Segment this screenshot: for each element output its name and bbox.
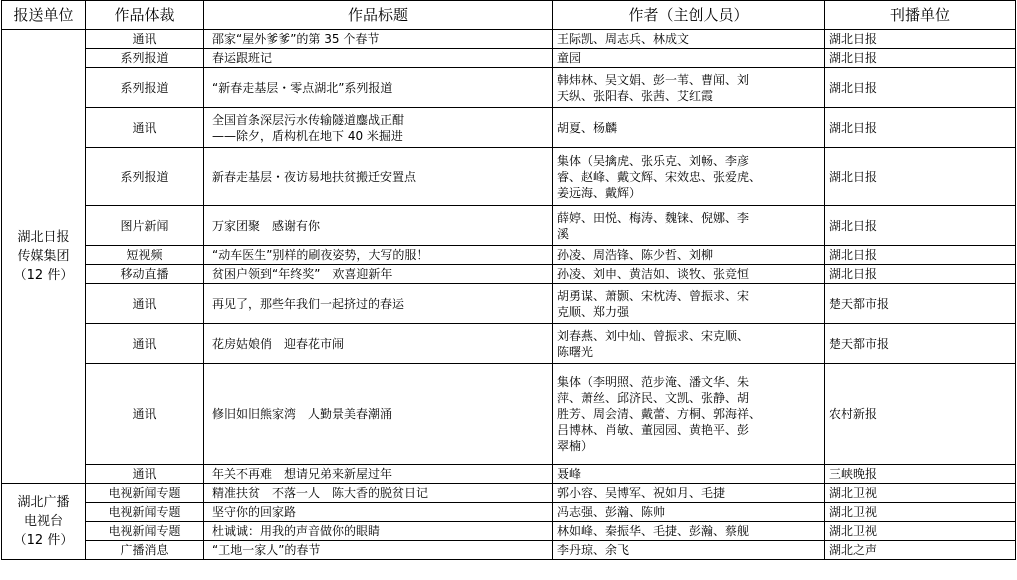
cell-genre: 通讯 <box>86 108 204 148</box>
cell-publisher: 湖北日报 <box>825 68 1016 108</box>
title-line: 万家团聚 感谢有你 <box>212 218 321 233</box>
unit-line: 电视台 <box>23 514 63 529</box>
header-unit: 报送单位 <box>2 1 86 30</box>
author-line: 陈曙光 <box>557 344 594 359</box>
cell-title <box>204 108 553 148</box>
author-line: 克顺、郑力强 <box>557 304 630 319</box>
title-line: 杜诚诚：用我的声音做你的眼睛 <box>212 524 381 538</box>
author-line: 萍、萧丝、邱济民、文凯、张静、胡 <box>557 391 750 405</box>
table-row <box>2 246 1016 265</box>
cell-title <box>204 522 553 541</box>
author-line: 王际凯、周志兵、林成文 <box>557 32 690 46</box>
cell-publisher: 湖北卫视 <box>825 503 1016 522</box>
cell-author <box>553 206 825 246</box>
cell-author <box>553 541 825 560</box>
cell-title <box>204 503 553 522</box>
cell-genre: 图片新闻 <box>86 206 204 246</box>
cell-publisher: 湖北日报 <box>825 265 1016 284</box>
cell-genre: 电视新闻专题 <box>86 522 204 541</box>
cell-publisher: 湖北日报 <box>825 148 1016 206</box>
header-genre: 作品体裁 <box>86 1 204 30</box>
author-line: 集体（李明照、范步淹、潘文华、朱 <box>557 375 750 389</box>
author-line: 聂峰 <box>557 467 582 481</box>
cell-publisher: 楚天都市报 <box>825 284 1016 324</box>
table-row <box>2 284 1016 324</box>
cell-genre: 系列报道 <box>86 68 204 108</box>
cell-genre: 电视新闻专题 <box>86 484 204 503</box>
table-row <box>2 522 1016 541</box>
author-line: 童园 <box>557 51 582 65</box>
cell-title <box>204 68 553 108</box>
cell-author <box>553 246 825 265</box>
title-line: 再见了，那些年我们一起挤过的春运 <box>212 296 405 311</box>
cell-genre: 通讯 <box>86 30 204 49</box>
cell-publisher: 湖北日报 <box>825 246 1016 265</box>
table-row <box>2 148 1016 206</box>
cell-genre: 系列报道 <box>86 148 204 206</box>
cell-author <box>553 364 825 465</box>
works-table <box>1 0 1016 560</box>
title-line: 贫困户领到“年终奖” 欢喜迎新年 <box>212 267 393 281</box>
author-line: 胡勇谋、萧颢、宋枕涛、曾振求、宋 <box>557 288 750 303</box>
cell-author <box>553 265 825 284</box>
cell-publisher: 楚天都市报 <box>825 324 1016 364</box>
title-line: 全国首条深层污水传输隧道鏖战正酣 <box>212 112 405 127</box>
cell-author <box>553 484 825 503</box>
title-line: ——除夕，盾构机在地下 40 米掘进 <box>212 128 403 143</box>
cell-genre: 广播消息 <box>86 541 204 560</box>
cell-publisher: 湖北卫视 <box>825 522 1016 541</box>
cell-publisher: 三峡晚报 <box>825 465 1016 484</box>
cell-title <box>204 206 553 246</box>
author-line: 郭小容、吴博军、祝如月、毛捷 <box>557 486 726 500</box>
author-line: 刘春燕、刘中灿、曾振求、宋克顺、 <box>557 328 750 343</box>
table-row <box>2 503 1016 522</box>
unit-line: 湖北广播 <box>17 495 70 510</box>
cell-title <box>204 49 553 68</box>
cell-title <box>204 484 553 503</box>
cell-title <box>204 246 553 265</box>
author-line: 姜远海、戴辉） <box>557 185 642 200</box>
cell-author <box>553 465 825 484</box>
title-line: 精准扶贫 不落一人 陈大香的脱贫日记 <box>212 486 429 500</box>
cell-author <box>553 108 825 148</box>
cell-publisher: 农村新报 <box>825 364 1016 465</box>
title-line: 新春走基层・夜访易地扶贫搬迁安置点 <box>212 169 417 184</box>
title-line: “新春走基层・零点湖北”系列报道 <box>212 80 393 95</box>
unit-line: 湖北日报 <box>17 230 70 245</box>
cell-author <box>553 522 825 541</box>
author-line: 天纵、张阳春、张茜、艾红霞 <box>557 88 714 103</box>
cell-author <box>553 324 825 364</box>
title-line: 邵家“屋外爹爹”的第 35 个春节 <box>212 32 380 46</box>
cell-title <box>204 364 553 465</box>
cell-publisher: 湖北日报 <box>825 108 1016 148</box>
table-row <box>2 484 1016 503</box>
author-line: 吕博林、肖敏、董园园、黄艳平、彭 <box>557 423 750 437</box>
unit-line: （12 件） <box>13 533 74 548</box>
cell-author <box>553 148 825 206</box>
cell-title <box>204 148 553 206</box>
title-line: 修旧如旧熊家湾 人勤景美春潮涌 <box>212 407 393 421</box>
header-row <box>2 1 1016 30</box>
table-row <box>2 265 1016 284</box>
title-line: 年关不再难 想请兄弟来新屋过年 <box>212 467 393 481</box>
table-row <box>2 206 1016 246</box>
header-title: 作品标题 <box>204 1 553 30</box>
cell-genre: 短视频 <box>86 246 204 265</box>
table-body <box>2 30 1016 560</box>
cell-title <box>204 541 553 560</box>
author-line: 韩炜林、吴文娟、彭一苇、曹闻、刘 <box>557 72 750 87</box>
author-line: 集体（吴擒虎、张乐克、刘畅、李彦 <box>557 153 750 168</box>
cell-title <box>204 465 553 484</box>
cell-publisher: 湖北日报 <box>825 30 1016 49</box>
table-row <box>2 541 1016 560</box>
author-line: 溪 <box>557 226 570 241</box>
author-line: 睿、赵峰、戴文辉、宋效忠、张爱虎、 <box>557 169 762 184</box>
author-line: 孙凌、刘申、黄洁如、谈牧、张竞恒 <box>557 267 750 281</box>
cell-title <box>204 324 553 364</box>
author-line: 翠楠） <box>557 439 594 453</box>
cell-publisher: 湖北卫视 <box>825 484 1016 503</box>
cell-title <box>204 284 553 324</box>
author-line: 薛婷、田悦、梅涛、魏铼、倪娜、李 <box>557 210 750 225</box>
cell-genre: 通讯 <box>86 465 204 484</box>
cell-publisher: 湖北之声 <box>825 541 1016 560</box>
author-line: 冯志强、彭瀚、陈帅 <box>557 505 666 519</box>
title-line: “工地一家人”的春节 <box>212 543 321 557</box>
table-row <box>2 30 1016 49</box>
cell-author <box>553 68 825 108</box>
cell-unit <box>2 484 86 560</box>
cell-title <box>204 30 553 49</box>
cell-genre: 通讯 <box>86 284 204 324</box>
title-line: “动车医生”别样的刷夜姿势，大写的服！ <box>212 248 429 262</box>
table-row <box>2 324 1016 364</box>
header-author: 作者（主创人员） <box>553 1 825 30</box>
unit-line: 传媒集团 <box>17 249 70 264</box>
cell-genre: 通讯 <box>86 324 204 364</box>
cell-publisher: 湖北日报 <box>825 49 1016 68</box>
title-line: 花房姑娘俏 迎春花市闹 <box>212 336 345 351</box>
author-line: 林如峰、秦振华、毛捷、彭瀚、蔡舰 <box>557 524 750 538</box>
cell-genre: 移动直播 <box>86 265 204 284</box>
title-line: 坚守你的回家路 <box>212 505 297 519</box>
cell-genre: 通讯 <box>86 364 204 465</box>
author-line: 胜芳、周会清、戴蕾、方桐、郭海祥、 <box>557 407 762 421</box>
table-row <box>2 68 1016 108</box>
author-line: 孙凌、周浩锋、陈少哲、刘柳 <box>557 248 714 262</box>
cell-author <box>553 503 825 522</box>
cell-publisher: 湖北日报 <box>825 206 1016 246</box>
cell-author <box>553 284 825 324</box>
unit-line: （12 件） <box>13 268 74 283</box>
cell-author <box>553 30 825 49</box>
table-row <box>2 49 1016 68</box>
author-line: 李丹琼、余飞 <box>557 543 630 557</box>
author-line: 胡夏、杨麟 <box>557 120 618 135</box>
table-row <box>2 465 1016 484</box>
cell-author <box>553 49 825 68</box>
header-publisher: 刊播单位 <box>825 1 1016 30</box>
cell-unit <box>2 30 86 484</box>
cell-genre: 电视新闻专题 <box>86 503 204 522</box>
cell-title <box>204 265 553 284</box>
table-row <box>2 364 1016 465</box>
cell-genre: 系列报道 <box>86 49 204 68</box>
title-line: 春运跟班记 <box>212 51 273 65</box>
table-row <box>2 108 1016 148</box>
